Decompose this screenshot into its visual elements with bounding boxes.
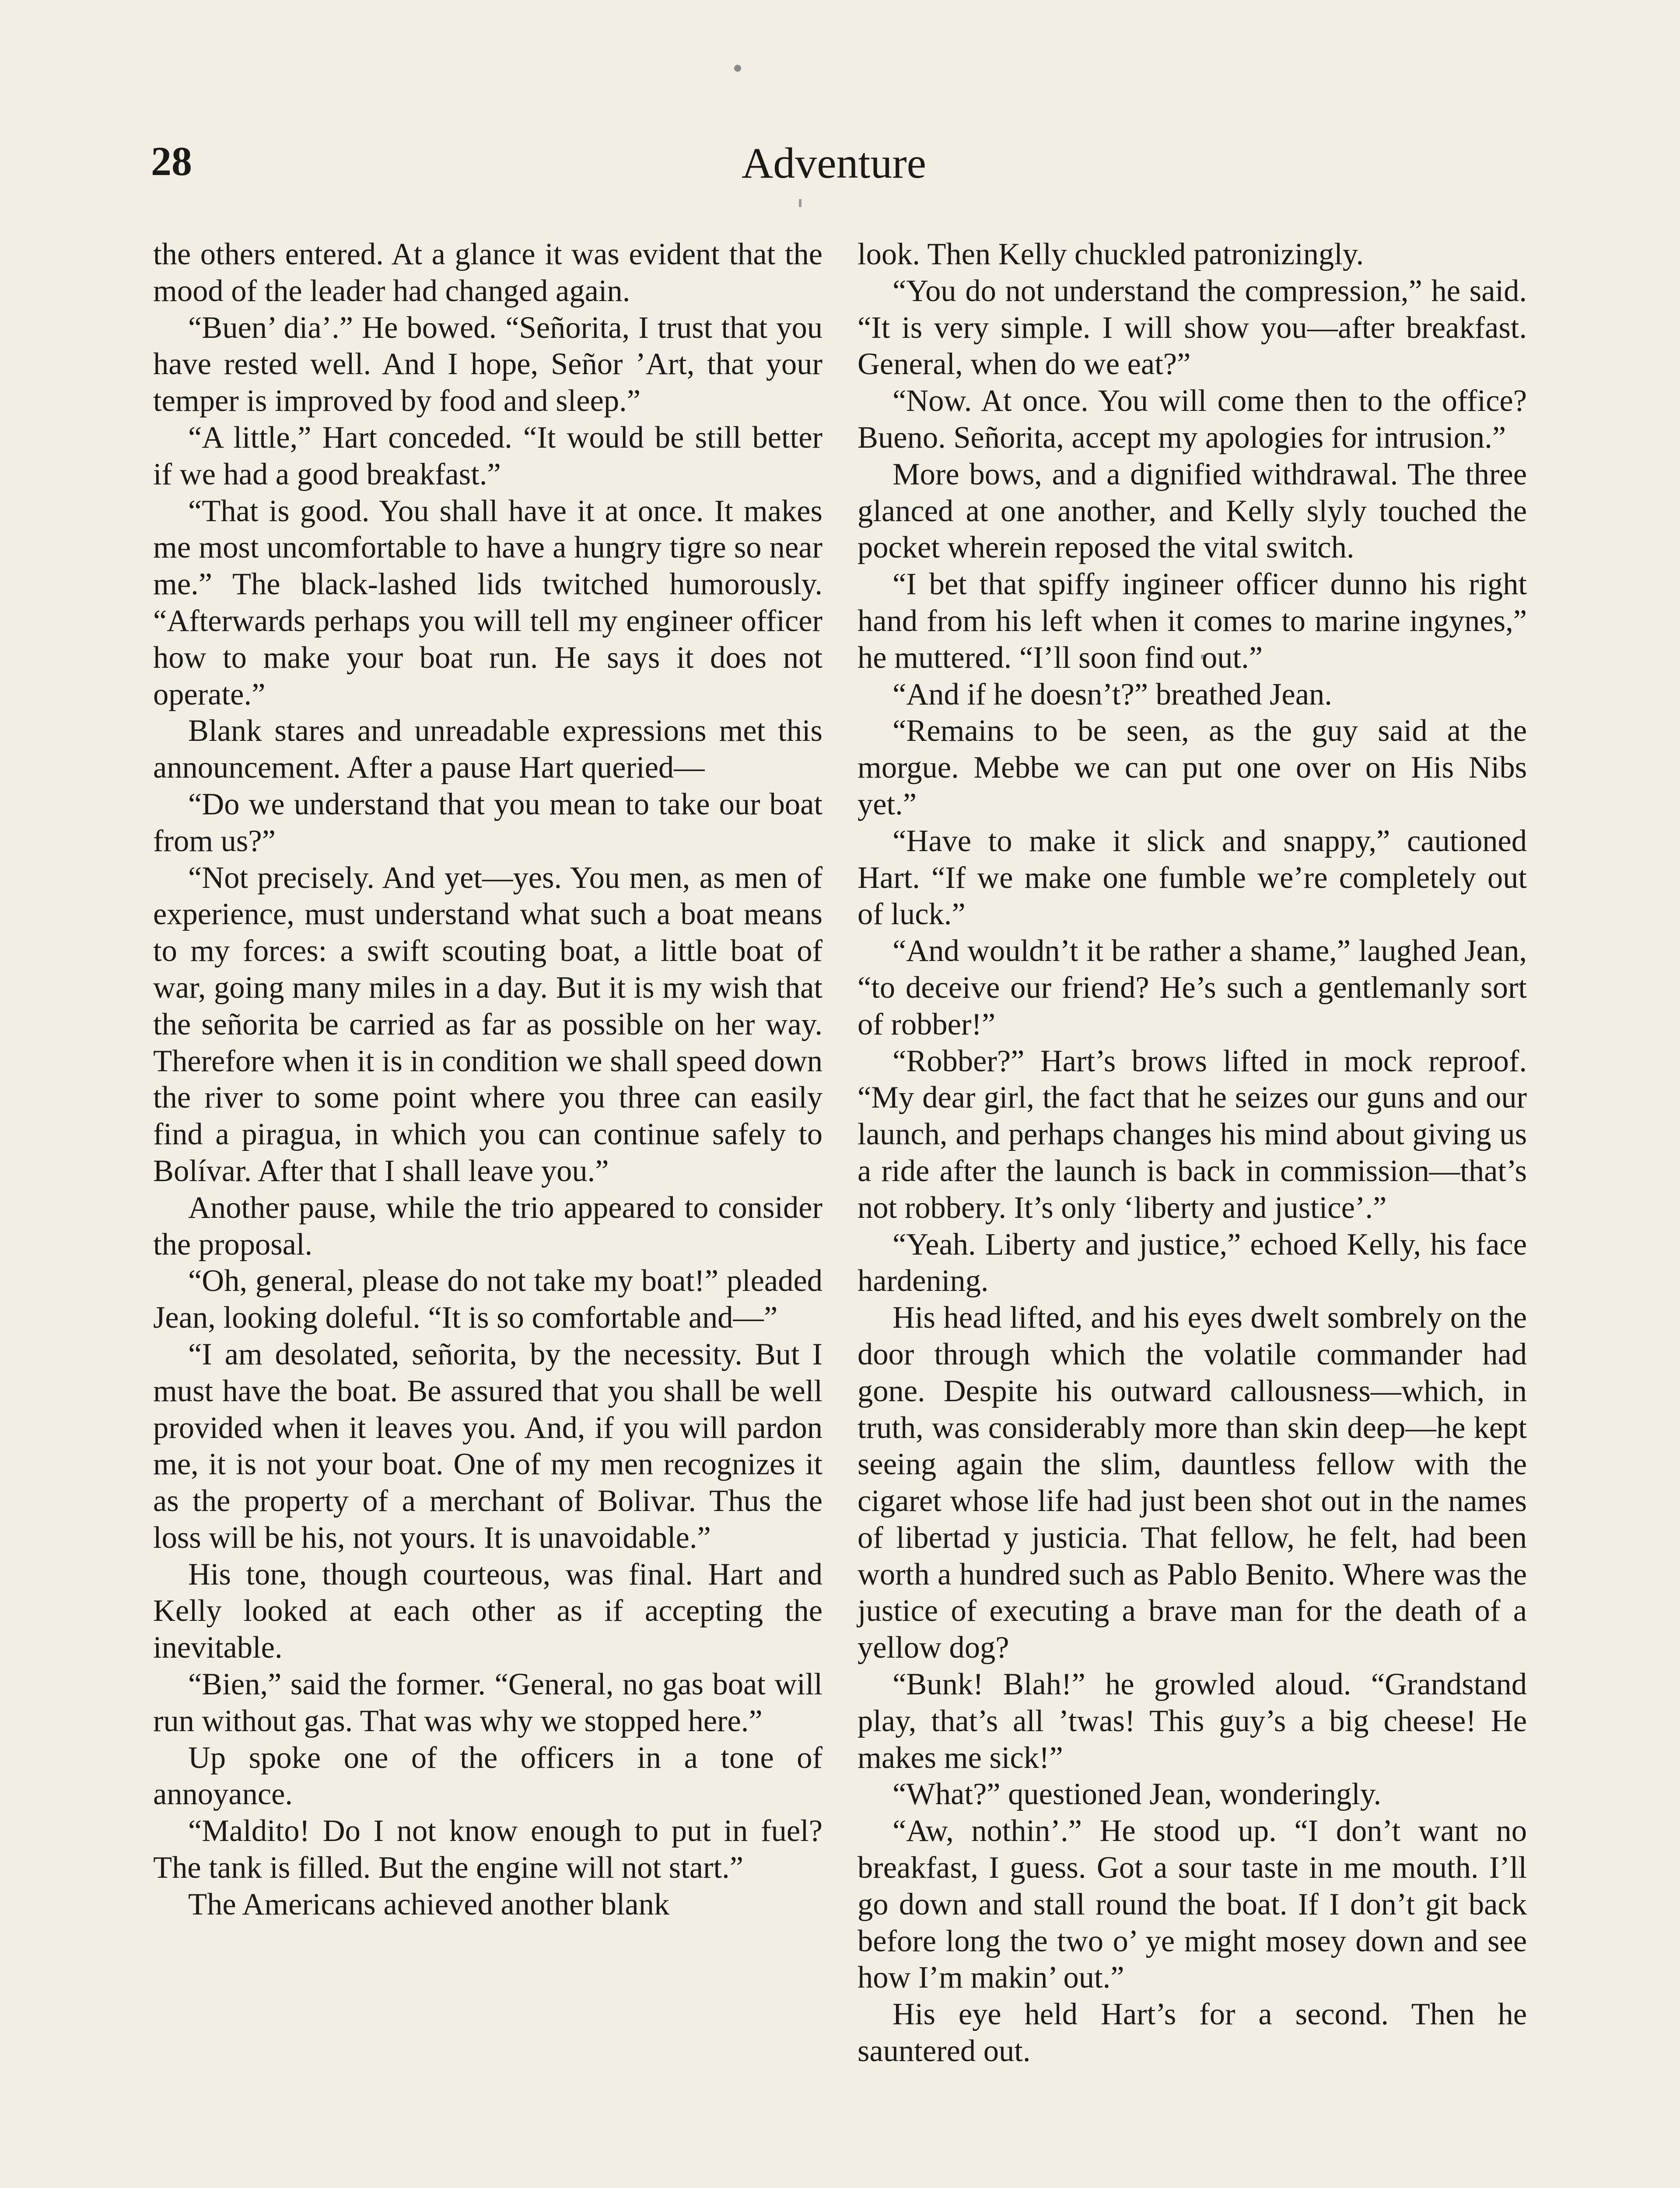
paragraph: “Have to make it slick and snappy,” cautioned Hart. “If we make one fumble we’re completely out of luck.” <box>858 824 1527 932</box>
paragraph: “You do not understand the compression,” he said. “It is very simple. I will show you—after breakfast. General, when do we eat?” <box>858 274 1527 382</box>
paragraph: “I bet that spiffy ingineer officer dunno his right hand from his left when it comes to marine ingynes,” he muttered. “I’ll soon find out.” <box>858 567 1527 675</box>
paper-speck <box>799 199 802 207</box>
paragraph: “Bien,” said the former. “General, no gas boat will run without gas. That was why we stopped here.” <box>153 1667 822 1738</box>
paragraph: “Bunk! Blah!” he growled aloud. “Grandstand play, that’s all ’twas! This guy’s a big cheese! He makes me sick!” <box>858 1667 1527 1775</box>
paragraph: look. Then Kelly chuckled patronizingly. <box>858 237 1364 271</box>
paragraph: “I am desolated, señorita, by the necessity. But I must have the boat. Be assured that you shall be well provided when it leaves you. And, if you will pardon me, it is not your boat. One of my men recognizes it as the property of a merchant of Bolivar. Thus the loss will be his, not yours. It is unavoidable.” <box>153 1337 822 1555</box>
paragraph: “A little,” Hart conceded. “It would be still better if we had a good breakfast.” <box>153 420 822 491</box>
paragraph: “That is good. You shall have it at once. It makes me most uncomfortable to have a hungry tigre so near me.” The black-lashed lids twitched humorously. “Afterwards perhaps you will tell my engineer officer how to make your boat run. He says it does not operate.” <box>153 494 822 712</box>
paragraph: “Remains to be seen, as the guy said at the morgue. Mebbe we can put one over on His Nibs yet.” <box>858 714 1527 821</box>
paragraph: His head lifted, and his eyes dwelt sombrely on the door through which the volatile commander had gone. Despite his outward callousness—which, in truth, was considerably more than skin deep—he kept seeing again the slim, dauntless fellow with the cigaret whose life had just been shot out in the names of libertad y justicia. That fellow, he felt, had been worth a hundred such as Pablo Benito. Where was the justice of executing a brave man for the death of a yellow dog? <box>858 1301 1527 1665</box>
paragraph: His eye held Hart’s for a second. Then he sauntered out. <box>858 1997 1527 2069</box>
paragraph: “Oh, general, please do not take my boat!” pleaded Jean, looking doleful. “It is so comfortable and—” <box>153 1264 822 1335</box>
paragraph: The Americans achieved another blank <box>188 1887 670 1922</box>
paragraph: Another pause, while the trio appeared to consider the proposal. <box>153 1190 822 1262</box>
paragraph: “Aw, nothin’.” He stood up. “I don’t want no breakfast, I guess. Got a sour taste in me mouth. I’ll go down and stall round the boat. If I don’t git back before long the two o’ ye might mosey down and see how I’m makin’ out.” <box>858 1814 1527 1995</box>
paragraph: “Robber?” Hart’s brows lifted in mock reproof. “My dear girl, the fact that he seizes our guns and our launch, and perhaps changes his mind about giving us a ride after the launch is back in commission—that’s not robbery. It’s only ‘liberty and justice’.” <box>858 1044 1527 1225</box>
paragraph: “Not precisely. And yet—yes. You men, as men of experience, must understand what such a boat means to my forces: a swift scouting boat, a little boat of war, going many miles in a day. But it is my wish that the señorita be carried as far as possible on her way. Therefore when it is in condition we shall speed down the river to some point where you three can easily find a piragua, in which you can continue safely to Bolívar. After that I shall leave you.” <box>153 860 822 1188</box>
running-title: Adventure <box>742 139 927 187</box>
paragraph: Up spoke one of the officers in a tone of annoyance. <box>153 1740 822 1812</box>
paragraph: “And wouldn’t it be rather a shame,” laughed Jean, “to deceive our friend? He’s such a gentlemanly sort of robber!” <box>858 934 1527 1041</box>
running-head <box>151 138 1529 199</box>
paragraph: His tone, though courteous, was final. Hart and Kelly looked at each other as if accepting the inevitable. <box>153 1557 822 1665</box>
right-column <box>858 236 1527 2070</box>
paragraph: Blank stares and unreadable expressions met this announcement. After a pause Hart queried— <box>153 714 822 785</box>
paragraph: “Buen’ dia’.” He bowed. “Señorita, I trust that you have rested well. And I hope, Señor ’Art, that your temper is improved by food and sleep.” <box>153 310 822 418</box>
paragraph: “Yeah. Liberty and justice,” echoed Kelly, his face hardening. <box>858 1227 1527 1298</box>
paper-speck <box>734 65 741 72</box>
paragraph: “Do we understand that you mean to take our boat from us?” <box>153 787 822 858</box>
paragraph: “What?” questioned Jean, wonderingly. <box>892 1777 1382 1812</box>
page-number: 28 <box>151 139 192 184</box>
paragraph: More bows, and a dignified withdrawal. The three glanced at one another, and Kelly slyly touched the pocket wherein reposed the vital switch. <box>858 457 1527 565</box>
paragraph: “And if he doesn’t?” breathed Jean. <box>892 677 1332 712</box>
left-column <box>153 236 822 1923</box>
paragraph: the others entered. At a glance it was evident that the mood of the leader had changed again. <box>153 237 822 308</box>
paragraph: “Now. At once. You will come then to the office? Bueno. Señorita, accept my apologies for intrusion.” <box>858 384 1527 455</box>
paragraph: “Maldito! Do I not know enough to put in fuel? The tank is filled. But the engine will not start.” <box>153 1814 822 1885</box>
